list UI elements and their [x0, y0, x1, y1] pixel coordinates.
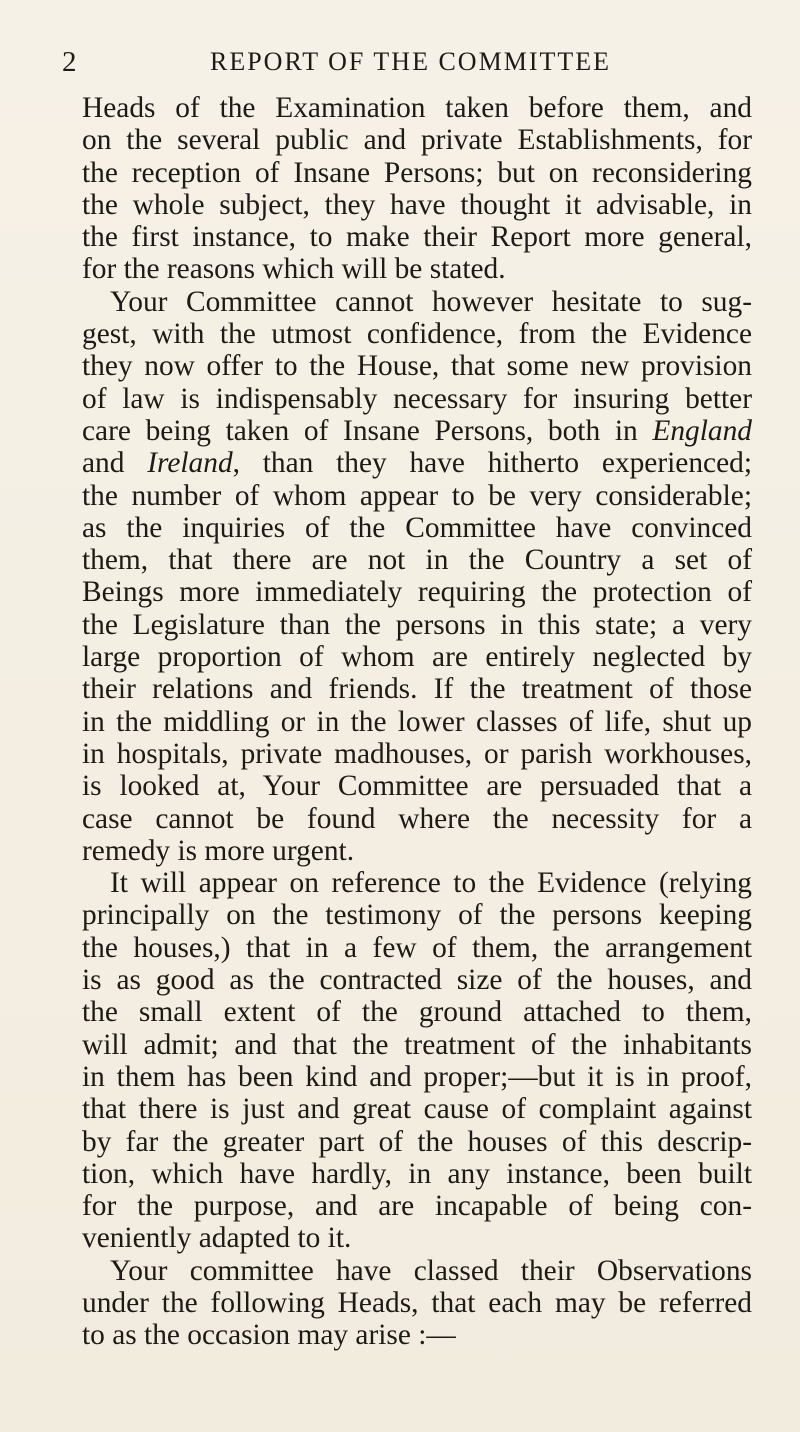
text-line-content: tion, which have hardly, in any instance, been built — [82, 1157, 752, 1190]
text-line — [82, 124, 752, 156]
text-line — [82, 415, 752, 447]
text-line — [82, 92, 752, 124]
text-line — [82, 383, 752, 415]
text-line — [82, 157, 752, 189]
text-line — [82, 706, 752, 738]
text-line-content: in hospitals, private madhouses, or parish workhouses, — [82, 737, 752, 770]
text-line — [82, 964, 752, 996]
text-line-content: as the inquiries of the Committee have convinced — [82, 511, 752, 544]
text-line-content: Beings more immediately requiring the protection of — [82, 576, 752, 609]
text-line-content: Heads of the Examination taken before them, and — [82, 92, 752, 124]
text-line-content: the number of whom appear to be very considerable; — [82, 479, 752, 512]
text-line — [82, 932, 752, 964]
text-line — [82, 1319, 752, 1351]
text-line — [82, 770, 752, 802]
text-line — [82, 996, 752, 1028]
italic-place-name: England — [652, 414, 752, 447]
text-line — [82, 1255, 752, 1287]
text-line-content: large proportion of whom are entirely neglected by — [82, 641, 752, 674]
text-line — [82, 1061, 752, 1093]
text-line-content: It will appear on reference to the Evidence (relying — [110, 867, 752, 900]
text-line-content: the houses,) that in a few of them, the arrangement — [82, 931, 752, 964]
text-line-tail: , than they have hitherto experienced; — [232, 447, 752, 480]
text-line — [82, 738, 752, 770]
text-line — [82, 480, 752, 512]
text-line — [82, 1190, 752, 1222]
text-line-content: will admit; and that the treatment of the inhabitants — [82, 1028, 752, 1061]
text-line-content: they now offer to the House, that some new provision — [82, 350, 752, 383]
text-line-content: the first instance, to make their Report more general, — [82, 221, 752, 254]
text-line — [82, 286, 752, 318]
text-line-content: on the several public and private Establishments, for — [82, 124, 752, 157]
text-line-content: by far the greater part of the houses of this descrip- — [82, 1125, 752, 1158]
report-body-text — [82, 92, 752, 1352]
text-line — [82, 899, 752, 931]
text-line — [82, 544, 752, 576]
text-line — [82, 867, 752, 899]
text-line — [82, 350, 752, 382]
text-line-content: in them has been kind and proper;—but it is in proof, — [82, 1060, 752, 1093]
text-line-content: to as the occasion may arise :— — [82, 1319, 456, 1352]
text-line — [82, 609, 752, 641]
text-line-content: the whole subject, they have thought it advisable, in — [82, 188, 752, 221]
text-line-content: care being taken of Insane Persons, both in — [82, 414, 653, 447]
text-line — [82, 447, 752, 479]
text-line — [82, 318, 752, 350]
text-line — [82, 576, 752, 608]
text-line-content: and — [82, 447, 148, 480]
text-line — [82, 1222, 752, 1254]
page-number: 2 — [62, 46, 77, 78]
text-line-content: under the following Heads, that each may be referred — [82, 1286, 752, 1319]
text-line — [82, 673, 752, 705]
text-line-content: principally on the testimony of the persons keeping — [82, 899, 752, 932]
text-line-content: is as good as the contracted size of the houses, and — [82, 964, 752, 997]
text-line-content: veniently adapted to it. — [82, 1222, 352, 1255]
text-line-content: their relations and friends. If the treatment of those — [82, 673, 752, 706]
text-line — [82, 1093, 752, 1125]
text-line-content: in the middling or in the lower classes of life, shut up — [82, 705, 752, 738]
italic-place-name: Ireland — [147, 447, 233, 480]
running-head — [62, 42, 738, 82]
text-line-content: of law is indispensably necessary for insuring better — [82, 382, 752, 415]
text-line — [82, 253, 752, 285]
text-line-content: Your Committee cannot however hesitate to sug- — [110, 285, 752, 318]
text-line-content: case cannot be found where the necessity for a — [82, 802, 752, 835]
text-line — [82, 1287, 752, 1319]
text-line-content: gest, with the utmost confidence, from the Evidence — [82, 318, 752, 351]
text-line — [82, 189, 752, 221]
text-line — [82, 803, 752, 835]
text-line — [82, 1029, 752, 1061]
text-line-content: for the reasons which will be stated. — [82, 253, 506, 286]
text-line — [82, 641, 752, 673]
text-line-content: remedy is more urgent. — [82, 834, 355, 867]
text-line-content: that there is just and great cause of complaint against — [82, 1093, 752, 1126]
text-line — [82, 835, 752, 867]
text-line-content: for the purpose, and are incapable of being con- — [82, 1190, 752, 1223]
text-line-content: the Legislature than the persons in this state; a very — [82, 608, 752, 641]
text-line-content: the reception of Insane Persons; but on reconsidering — [82, 156, 752, 189]
text-line-content: Your committee have classed their Observations — [110, 1254, 752, 1287]
text-line-content: is looked at, Your Committee are persuaded that a — [82, 770, 752, 803]
text-line — [82, 1158, 752, 1190]
text-line-content: them, that there are not in the Country a set of — [82, 544, 752, 577]
text-line-content: the small extent of the ground attached to them, — [82, 996, 752, 1029]
text-line — [82, 512, 752, 544]
text-line — [82, 221, 752, 253]
text-line — [82, 1126, 752, 1158]
running-title: REPORT OF THE COMMITTEE — [210, 47, 611, 76]
